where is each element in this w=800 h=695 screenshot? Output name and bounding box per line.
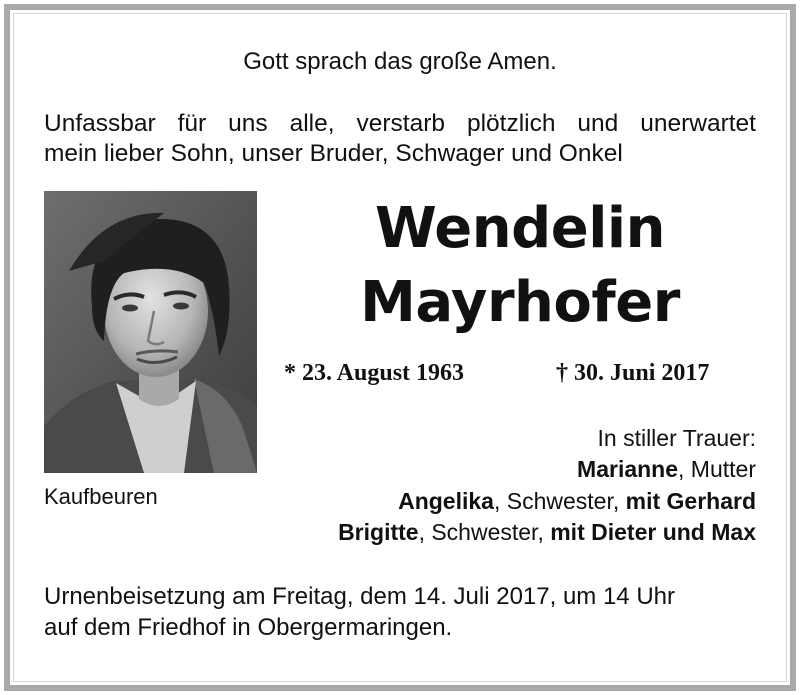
- mourner-line: [338, 519, 756, 546]
- intro-word: und: [577, 110, 619, 137]
- birth-date: * 23. August 1963: [284, 360, 465, 386]
- intro-line-2: mein lieber Sohn, unser Bruder, Schwager und Onkel: [44, 140, 623, 167]
- mourner-relation: , Schwester,: [493, 488, 626, 514]
- mourner-relation: , Schwester,: [418, 519, 551, 545]
- portrait-photo: [44, 191, 257, 473]
- death-date: † 30. Juni 2017: [556, 360, 710, 386]
- intro-word: für: [177, 110, 207, 137]
- portrait-photo-drawing: [44, 191, 257, 473]
- city-label: Kaufbeuren: [44, 484, 158, 509]
- intro-word: plötzlich: [466, 110, 556, 137]
- mourning-heading: In stiller Trauer:: [597, 425, 756, 451]
- burial-info-line-1: Urnenbeisetzung am Freitag, dem 14. Juli 2017, um 14 Uhr: [44, 583, 675, 610]
- deceased-first-name: Wendelin: [375, 196, 665, 261]
- motto: Gott sprach das große Amen.: [243, 48, 557, 75]
- mourner-companion: mit Gerhard: [625, 488, 756, 514]
- mourner-line: [398, 488, 756, 515]
- deceased-last-name: Mayrhofer: [360, 270, 680, 335]
- mourner-relation: , Mutter: [678, 456, 756, 482]
- mourner-line: [577, 456, 756, 483]
- intro-word: verstarb: [356, 110, 445, 137]
- intro-word: unerwartet: [640, 110, 756, 137]
- mourner-companion: mit Dieter und Max: [550, 519, 756, 545]
- intro-line-1: [44, 110, 756, 138]
- mourner-name: Brigitte: [338, 519, 419, 545]
- mourner-name: Angelika: [398, 488, 494, 514]
- mourner-name: Marianne: [577, 456, 679, 482]
- burial-info-line-2: auf dem Friedhof in Obergermaringen.: [44, 614, 453, 641]
- intro-word: alle,: [289, 110, 335, 137]
- intro-word: uns: [228, 110, 268, 137]
- intro-word: Unfassbar: [44, 110, 156, 137]
